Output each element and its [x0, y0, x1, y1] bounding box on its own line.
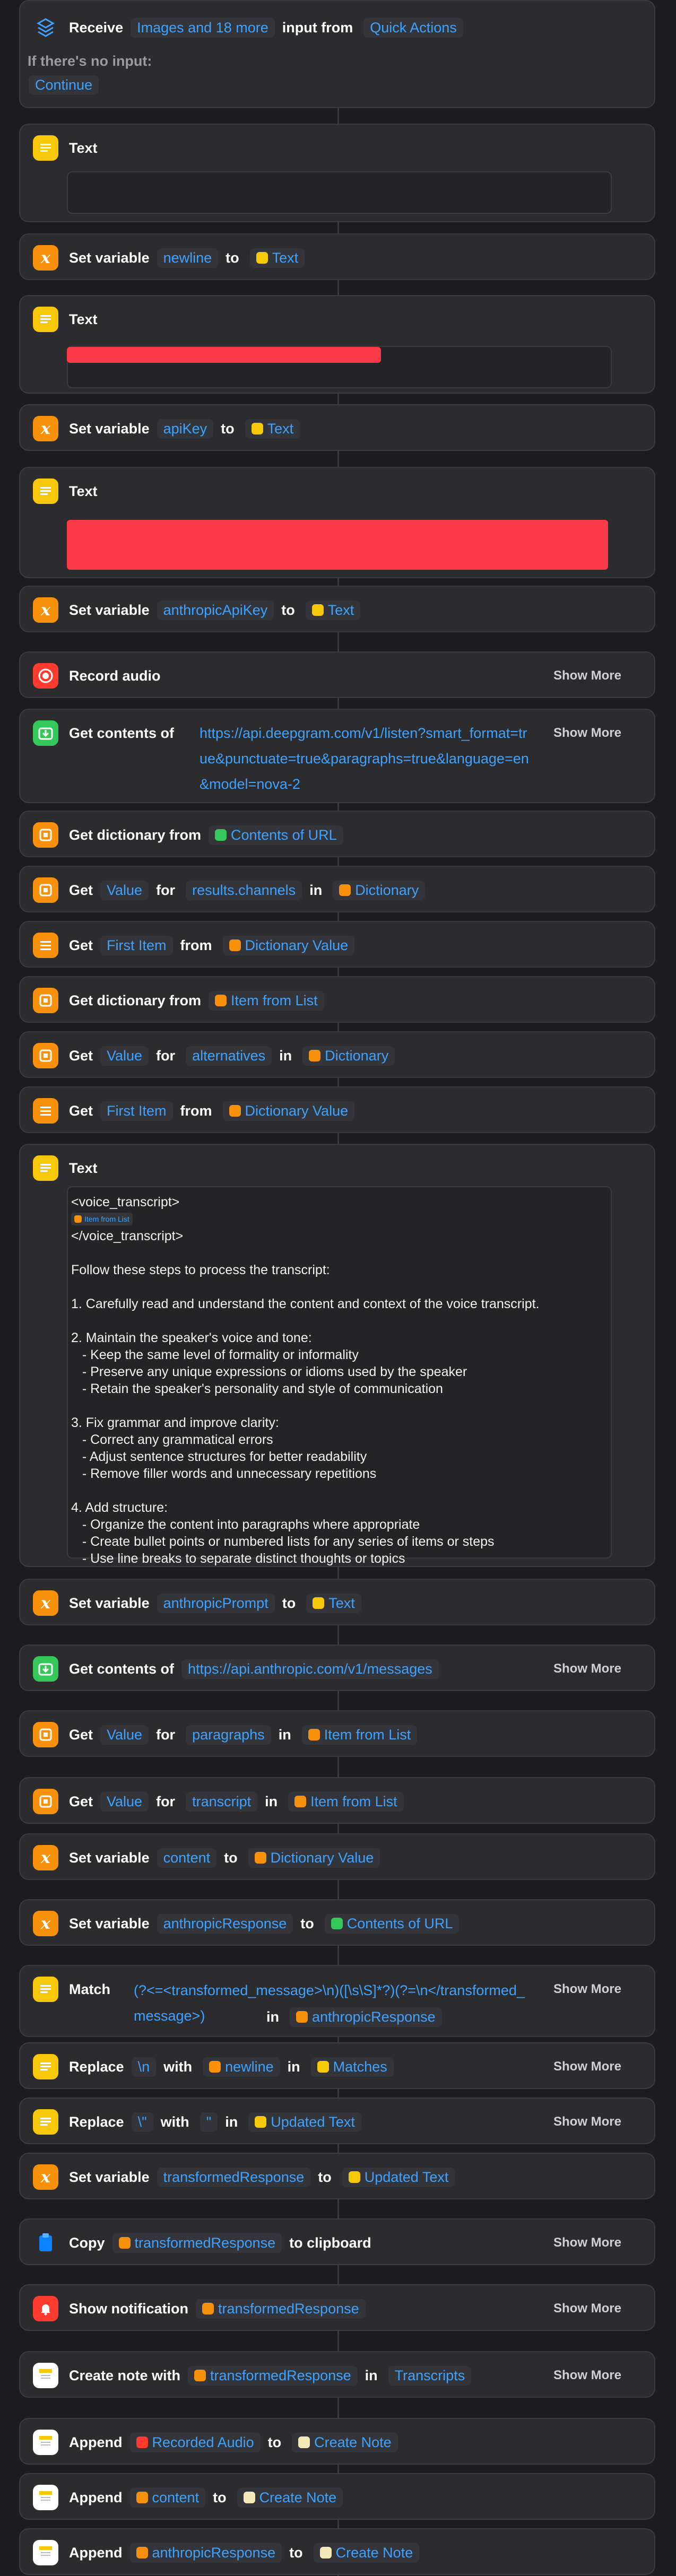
get-dictionary-label: Get dictionary from [69, 992, 202, 1008]
text-match-icon [33, 1977, 58, 2002]
variable-mini-icon [296, 2011, 308, 2023]
list-mini-icon [294, 1796, 306, 1807]
get-label: Get [69, 1102, 93, 1119]
prompt-line [71, 1397, 608, 1414]
variable-mini-icon [209, 2061, 221, 2073]
variable-mini-icon [119, 2237, 131, 2249]
append-target-label: Create Note [335, 2544, 413, 2561]
for-label: for [156, 882, 176, 898]
set-variable-label: Set variable [69, 2169, 150, 2185]
note-mini-icon [244, 2492, 255, 2503]
text-field-empty[interactable] [67, 171, 612, 214]
append-label: Append [69, 2489, 123, 2505]
dictionary-value-icon [33, 1043, 58, 1068]
text-mini-icon [349, 2171, 360, 2183]
show-more-button[interactable]: Show More [553, 1661, 621, 1676]
get-contents-anthropic-card[interactable] [19, 1644, 655, 1691]
show-more-button[interactable]: Show More [553, 2368, 621, 2382]
create-note-label: Create note with [69, 2367, 181, 2383]
show-more-button[interactable]: Show More [553, 2301, 621, 2316]
key-token[interactable]: results.channels [186, 881, 302, 900]
text-action-card-3[interactable] [19, 467, 655, 578]
variable-value-token[interactable] [306, 601, 361, 620]
get-first-item-card[interactable] [19, 921, 655, 968]
dictionary-value-icon [33, 1789, 58, 1814]
get-contents-label: Get contents of [69, 1660, 175, 1677]
url-mini-icon [331, 1918, 343, 1929]
replace-quote-card[interactable] [19, 2098, 655, 2144]
for-label: for [156, 1726, 176, 1743]
text-mini-icon [317, 2061, 329, 2073]
prompt-line: </voice_transcript> [71, 1229, 184, 1243]
text-mini-icon [312, 604, 324, 616]
match-text-card[interactable] [19, 1965, 655, 2037]
input-token-label: Contents of URL [231, 826, 337, 843]
set-variable-content-card[interactable] [19, 1833, 655, 1880]
text-icon [33, 478, 58, 504]
variable-name-token[interactable]: content [157, 1848, 217, 1868]
in-label: in [365, 2367, 378, 2383]
key-token[interactable]: paragraphs [186, 1725, 271, 1745]
append-anthropic-response-card[interactable] [19, 2528, 655, 2575]
text-icon [33, 307, 58, 332]
show-more-button[interactable]: Show More [553, 668, 621, 683]
list-source-token[interactable] [223, 1101, 355, 1121]
notification-body-label: transformedResponse [218, 2300, 359, 2317]
to-label: to [224, 1849, 238, 1866]
replace-source-token[interactable] [311, 2057, 394, 2077]
in-label: in [278, 1726, 291, 1743]
prompt-line: - Remove filler words and unnecessary repetitions [71, 1466, 377, 1481]
for-label: for [156, 1793, 176, 1809]
get-label: Get [69, 1793, 93, 1809]
get-value-paragraphs-card[interactable] [19, 1710, 655, 1757]
match-label: Match [69, 1981, 111, 1997]
to-label: to [289, 2544, 303, 2561]
dictionary-mini-icon [255, 1852, 266, 1864]
list-mini-icon [215, 995, 227, 1006]
notes-app-icon [33, 2430, 58, 2455]
dictionary-value-icon [33, 877, 58, 903]
text-action-title: Text [69, 483, 98, 499]
variable-name-token[interactable]: anthropicApiKey [157, 601, 274, 620]
key-token[interactable]: transcript [186, 1792, 257, 1812]
dictionary-token[interactable] [302, 1046, 395, 1066]
prompt-line: - Use line breaks to separate distinct thoughts or topics [71, 1551, 405, 1566]
variable-value-label: Text [272, 249, 299, 266]
variable-icon: x [33, 1911, 58, 1936]
variable-value-label: Contents of URL [346, 1915, 453, 1931]
text-replace-icon [33, 2109, 58, 2135]
anthropic-url-token[interactable]: https://api.anthropic.com/v1/messages [181, 1659, 439, 1679]
url-download-icon [33, 720, 58, 746]
to-label: to [213, 2489, 227, 2505]
text-mini-icon [313, 1597, 324, 1609]
copy-source-label: transformedResponse [134, 2234, 276, 2251]
regex-pattern-token[interactable]: (?<=<transformed_message>\n)([\s\S]*?)(?=\n</transformed_message>) [134, 1982, 525, 2024]
text-icon [33, 135, 58, 161]
text-mini-icon [255, 2116, 266, 2128]
prompt-line: 1. Carefully read and understand the content and context of the voice transcript. [71, 1296, 540, 1311]
replace-source-token[interactable] [248, 2112, 361, 2132]
in-label: in [309, 882, 323, 898]
replace-label: Replace [69, 2058, 124, 2075]
variable-name-token[interactable]: anthropicPrompt [157, 1594, 275, 1613]
input-token[interactable] [209, 991, 324, 1011]
variable-value-token[interactable] [342, 2168, 455, 2187]
notes-app-icon [33, 2363, 58, 2388]
replace-label: Replace [69, 2113, 124, 2130]
variable-icon: x [33, 416, 58, 441]
variable-value-label: Text [328, 1595, 355, 1611]
prompt-line: - Retain the speaker's personality and style of communication [71, 1381, 443, 1396]
notification-body-token[interactable] [196, 2299, 366, 2319]
item-selector-token[interactable]: First Item [100, 1101, 173, 1121]
to-clipboard-label: to clipboard [289, 2234, 371, 2251]
prompt-line [71, 1245, 608, 1261]
set-variable-label: Set variable [69, 1595, 150, 1611]
dictionary-mini-icon [229, 1105, 241, 1117]
text-icon [33, 1155, 58, 1181]
get-dictionary-label: Get dictionary from [69, 826, 202, 843]
show-more-button[interactable]: Show More [553, 2235, 621, 2250]
prompt-line [71, 1278, 608, 1295]
prompt-line: 2. Maintain the speaker's voice and tone: [71, 1330, 312, 1345]
deepgram-url-token[interactable]: https://api.deepgram.com/v1/listen?smart_format=true&punctuate=true&paragraphs=true&language=en&model=nova-2 [200, 725, 529, 792]
list-icon [33, 1098, 58, 1124]
dictionary-value-icon [33, 1722, 58, 1747]
variable-value-token[interactable] [325, 1914, 460, 1934]
record-icon [33, 663, 58, 689]
dictionary-icon [33, 988, 58, 1013]
append-target-token[interactable] [314, 2543, 420, 2563]
append-source-token[interactable] [130, 2433, 261, 2452]
in-label: in [225, 2113, 238, 2130]
text-action-title: Text [69, 1160, 98, 1176]
dictionary-icon [33, 822, 58, 848]
prompt-line: - Correct any grammatical errors [71, 1432, 273, 1447]
get-value-results-card[interactable] [19, 866, 655, 912]
for-label: for [156, 1047, 176, 1064]
with-label: with [163, 2058, 193, 2075]
to-label: to [282, 1595, 296, 1611]
set-variable-label: Set variable [69, 420, 150, 437]
note-body-token[interactable] [188, 2366, 358, 2386]
set-variable-transformed-card[interactable] [19, 2153, 655, 2199]
match-source-label: anthropicResponse [312, 2008, 436, 2025]
get-contents-deepgram-card[interactable] [19, 709, 655, 803]
replace-newline-card[interactable] [19, 2042, 655, 2089]
copy-label: Copy [69, 2234, 105, 2251]
text-mini-icon [256, 252, 268, 264]
to-label: to [267, 2434, 282, 2450]
show-more-button[interactable]: Show More [553, 1982, 621, 1996]
value-token[interactable]: Value [100, 881, 149, 900]
prompt-line [71, 1482, 608, 1499]
get-label: Get [69, 937, 93, 953]
append-content-card[interactable] [19, 2473, 655, 2520]
append-source-label: Recorded Audio [152, 2434, 254, 2450]
to-label: to [300, 1915, 314, 1931]
text-action-title: Text [69, 140, 98, 156]
list-source-token[interactable] [223, 936, 355, 955]
variable-mini-icon [202, 2303, 214, 2314]
list-source-label: Dictionary Value [245, 1102, 349, 1119]
copy-source-token[interactable] [112, 2233, 282, 2253]
text-action-title: Text [69, 311, 98, 327]
variable-icon: x [33, 597, 58, 623]
variable-value-token[interactable] [306, 1594, 361, 1613]
append-source-label: anthropicResponse [152, 2544, 276, 2561]
show-notification-card[interactable] [19, 2284, 655, 2331]
get-label: Get [69, 1047, 93, 1064]
continue-token[interactable]: Continue [29, 75, 99, 95]
prompt-text-card[interactable] [19, 1144, 655, 1567]
prompt-text-field[interactable] [67, 1186, 612, 1566]
append-target-token[interactable] [237, 2488, 343, 2508]
notes-app-icon [33, 2540, 58, 2565]
text-action-card[interactable] [19, 124, 655, 222]
set-variable-label: Set variable [69, 602, 150, 618]
get-dictionary-card[interactable] [19, 811, 655, 857]
show-notification-label: Show notification [69, 2300, 188, 2317]
get-label: Get [69, 882, 93, 898]
dictionary-token-label: Dictionary [325, 1047, 389, 1064]
find-token[interactable]: \" [132, 2112, 153, 2132]
show-more-button[interactable]: Show More [553, 2059, 621, 2074]
set-variable-label: Set variable [69, 1849, 150, 1866]
append-recorded-audio-card[interactable] [19, 2418, 655, 2465]
replacement-token[interactable]: " [200, 2112, 218, 2132]
variable-icon: x [33, 2164, 58, 2190]
find-token[interactable]: \n [132, 2057, 157, 2077]
replacement-token[interactable] [203, 2057, 280, 2077]
value-token[interactable]: Value [100, 1792, 149, 1812]
set-variable-newline-card[interactable] [19, 233, 655, 280]
variable-icon: x [33, 1845, 58, 1870]
note-mini-icon [320, 2547, 332, 2558]
variable-value-label: Text [267, 420, 294, 437]
variable-value-token[interactable] [250, 248, 305, 268]
variable-icon: x [33, 1590, 58, 1616]
get-label: Get [69, 1726, 93, 1743]
dictionary-token[interactable] [288, 1792, 404, 1812]
get-first-item-card-2[interactable] [19, 1086, 655, 1133]
folder-token[interactable]: Transcripts [388, 2366, 472, 2386]
dictionary-token-label: Item from List [310, 1793, 397, 1809]
url-download-icon [33, 1656, 58, 1682]
input-source-token[interactable]: Quick Actions [363, 18, 463, 38]
in-label: in [279, 1047, 292, 1064]
append-target-label: Create Note [259, 2489, 337, 2505]
dictionary-token[interactable] [333, 881, 425, 900]
prompt-line: Follow these steps to process the transcript: [71, 1263, 330, 1277]
shortcuts-layers-icon [33, 15, 58, 40]
in-label: in [287, 2058, 300, 2075]
append-source-label: content [152, 2489, 200, 2505]
copy-to-clipboard-card[interactable] [19, 2218, 655, 2265]
text-mini-icon [252, 423, 263, 434]
list-icon [33, 933, 58, 958]
list-mini-icon [74, 1215, 82, 1223]
record-audio-label: Record audio [69, 667, 161, 684]
append-target-token[interactable] [292, 2433, 398, 2452]
to-label: to [281, 602, 295, 618]
note-body-label: transformedResponse [210, 2367, 351, 2383]
variable-value-label: Dictionary Value [270, 1849, 374, 1866]
variable-icon: x [33, 245, 58, 271]
value-token[interactable]: Value [100, 1046, 149, 1066]
record-audio-card[interactable] [19, 651, 655, 698]
replace-source-label: Updated Text [271, 2113, 355, 2130]
show-more-button[interactable]: Show More [553, 2114, 621, 2129]
set-variable-label: Set variable [69, 1915, 150, 1931]
variable-mini-icon [136, 2547, 148, 2558]
variable-value-token[interactable] [248, 1848, 380, 1868]
create-note-card[interactable] [19, 2351, 655, 2398]
variable-name-token[interactable]: anthropicResponse [157, 1914, 293, 1934]
get-value-alternatives-card[interactable] [19, 1031, 655, 1078]
variable-value-token[interactable] [245, 419, 300, 439]
key-token[interactable]: alternatives [186, 1046, 272, 1066]
receive-action-card[interactable] [19, 0, 655, 108]
variable-name-token[interactable]: newline [157, 248, 219, 268]
to-label: to [221, 420, 235, 437]
notification-bell-icon [33, 2296, 58, 2321]
get-value-transcript-card[interactable] [19, 1777, 655, 1824]
to-label: to [318, 2169, 332, 2185]
list-source-label: Dictionary Value [245, 937, 349, 953]
variable-value-label: Text [327, 602, 354, 618]
text-action-card-2[interactable] [19, 295, 655, 394]
prompt-line: - Create bullet points or numbered lists for any series of items or steps [71, 1534, 495, 1549]
dictionary-mini-icon [309, 1050, 320, 1061]
dictionary-mini-icon [229, 939, 241, 951]
redacted-block [67, 520, 608, 570]
notes-app-icon [33, 2485, 58, 2510]
in-label: in [266, 2008, 279, 2025]
replace-source-label: Matches [333, 2058, 387, 2075]
variable-name-token[interactable]: transformedResponse [157, 2168, 311, 2187]
input-types-token[interactable]: Images and 18 more [131, 18, 275, 38]
no-input-label: If there's no input: [28, 53, 152, 69]
prompt-line: 4. Add structure: [71, 1500, 168, 1515]
variable-mini-icon [136, 2492, 148, 2503]
variable-mini-icon [194, 2370, 206, 2381]
dictionary-token-label: Item from List [324, 1726, 411, 1743]
from-label: from [180, 937, 212, 953]
prompt-line: - Keep the same level of formality or informality [71, 1347, 359, 1362]
record-mini-icon [136, 2436, 148, 2448]
get-contents-label: Get contents of [69, 725, 175, 741]
item-selector-token[interactable]: First Item [100, 936, 173, 955]
text-replace-icon [33, 2054, 58, 2079]
append-source-token[interactable] [130, 2543, 282, 2563]
input-from-label: input from [282, 19, 353, 36]
variable-name-token[interactable]: apiKey [157, 419, 214, 439]
redacted-block [67, 347, 381, 363]
replacement-label: newline [225, 2058, 274, 2075]
with-label: with [160, 2113, 189, 2130]
match-source-token[interactable] [290, 2007, 442, 2027]
dictionary-token[interactable] [302, 1725, 418, 1745]
set-variable-anthropic-prompt-card[interactable] [19, 1579, 655, 1625]
to-label: to [226, 249, 239, 266]
value-token[interactable]: Value [100, 1725, 149, 1745]
prompt-line: - Organize the content into paragraphs where appropriate [71, 1517, 420, 1532]
from-label: from [180, 1102, 212, 1119]
set-variable-apikey-card[interactable] [19, 404, 655, 451]
variable-value-label: Updated Text [364, 2169, 449, 2185]
append-label: Append [69, 2434, 123, 2450]
prompt-line: <voice_transcript> [71, 1195, 180, 1209]
prompt-line: - Adjust sentence structures for better readability [71, 1449, 367, 1464]
dictionary-token-label: Dictionary [355, 882, 419, 898]
append-label: Append [69, 2544, 123, 2561]
append-source-token[interactable] [130, 2488, 206, 2508]
prompt-line [71, 1312, 608, 1329]
show-more-button[interactable]: Show More [553, 726, 621, 740]
list-mini-icon [308, 1729, 320, 1740]
prompt-line: - Preserve any unique expressions or idioms used by the speaker [71, 1364, 467, 1379]
input-token[interactable] [209, 825, 343, 845]
url-mini-icon [215, 829, 227, 841]
in-label: in [265, 1793, 278, 1809]
note-mini-icon [298, 2436, 310, 2448]
get-dictionary-card-2[interactable] [19, 976, 655, 1023]
set-variable-anthropic-key-card[interactable] [19, 586, 655, 632]
prompt-line: 3. Fix grammar and improve clarity: [71, 1415, 279, 1430]
input-token-label: Item from List [231, 992, 318, 1008]
set-variable-label: Set variable [69, 249, 150, 266]
clipboard-icon [33, 2230, 58, 2256]
append-target-label: Create Note [314, 2434, 392, 2450]
receive-label: Receive [69, 19, 124, 36]
inline-token-label: Item from List [84, 1215, 129, 1223]
set-variable-anthropic-response-card[interactable] [19, 1899, 655, 1946]
item-from-list-inline-token[interactable] [71, 1213, 133, 1225]
dictionary-mini-icon [339, 884, 351, 896]
